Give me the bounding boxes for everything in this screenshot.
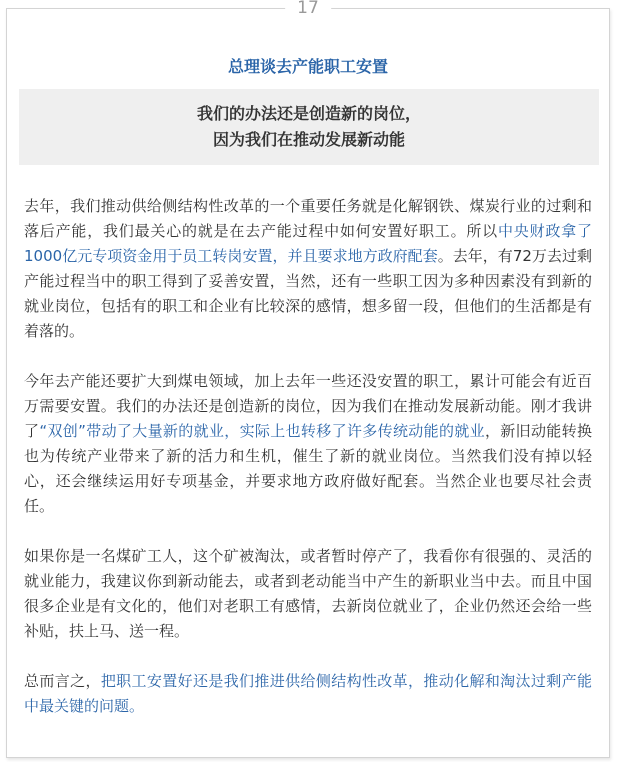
headline: 总理谈去产能职工安置 [227, 57, 388, 76]
article-card [6, 0, 610, 758]
paragraph-4-seg-2-highlight: 把职工安置好还是我们推进供给侧结构性改革，推动化解和淘汰过剩产能中最关键的问题。 [24, 672, 592, 715]
paragraph-3-seg-1: 如果你是一名煤矿工人，这个矿被淘汰，或者暂时停产了，我看你有很强的、灵活的就业能力，我建议你到新动能去，或者到老动能当中产生的新职业当中去。而且中国很多企业是有文化的，他们对老职工有感情，去新岗位就业了，企业仍然还会给一些补贴，扶上马、送一程。 [24, 547, 592, 640]
paragraph-1-seg-3: 。去年，有72万去过剩产能过程当中的职工得到了妥善安置，当然，还有一些职工因为多种因素没有到新的就业岗位，包括有的职工和企业有比较深的感情，想多留一段，但他们的生活都是有着落的。 [24, 247, 592, 340]
quote-line-2: 因为我们在推动发展新动能 [212, 130, 405, 149]
paragraph-2-seg-2-highlight: “双创”带动了大量新的就业，实际上也转移了许多传统动能的就业 [39, 422, 485, 440]
paragraph-2-seg-1: 今年去产能还要扩大到煤电领域，加上去年一些还没安置的职工，累计可能会有近百万需要安置。我们的办法还是创造新的岗位，因为我们在推动发展新动能。刚才我讲了 [24, 372, 592, 440]
paragraph-4 [24, 669, 592, 719]
paragraph-1-seg-1: 去年，我们推动供给侧结构性改革的一个重要任务就是化解钢铁、煤炭行业的过剩和落后产能，我们最关心的就是在去产能过程中如何安置好职工。所以 [24, 197, 592, 240]
paragraph-3 [24, 544, 592, 644]
paragraph-2-seg-3: ，新旧动能转换也为传统产业带来了新的活力和生机，催生了新的就业岗位。当然我们没有掉以轻心，还会继续运用好专项基金，并要求地方政府做好配套。当然企业也要尽社会责任。 [24, 422, 592, 515]
quote-box [19, 89, 599, 165]
paragraph-2 [24, 369, 592, 519]
quote-line-1: 我们的办法还是创造新的岗位， [196, 104, 421, 123]
paragraph-1 [24, 194, 592, 344]
paragraph-4-seg-1: 总而言之， [24, 672, 101, 690]
page-number: 17 [285, 0, 331, 19]
paragraph-1-seg-2-highlight: 中央财政拿了1000亿元专项资金用于员工转岗安置，并且要求地方政府配套 [24, 222, 592, 265]
article-body [24, 194, 592, 744]
